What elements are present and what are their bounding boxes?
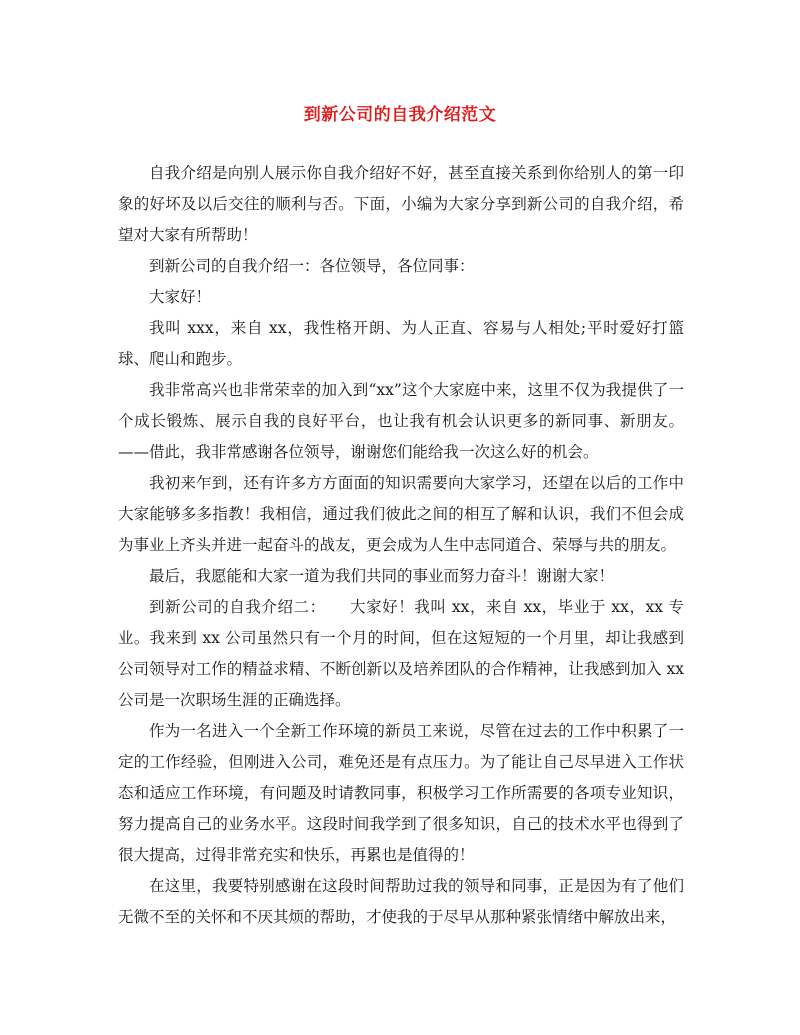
paragraph-thanks: 在这里，我要特别感谢在这段时间帮助过我的领导和同事，正是因为有了他们无微不至的关怀和不厌其烦的帮助，才使我的于尽早从那种紧张情绪中解放出来， [118, 877, 684, 926]
document-title: 到新公司的自我介绍范文 [303, 105, 497, 125]
paragraph-self: 我叫 xxx，来自 xx，我性格开朗、为人正直、容易与人相处;平时爱好打篮球、爬山和跑步。 [118, 319, 684, 368]
paragraph-intro: 自我介绍是向别人展示你自我介绍好不好，甚至直接关系到你给别人的第一印象的好坏及以后交往的顺利与否。下面，小编为大家分享到新公司的自我介绍，希望对大家有所帮助！ [118, 164, 684, 244]
document-body [118, 158, 684, 933]
paragraph-closing: 最后，我愿能和大家一道为我们共同的事业而努力奋斗！谢谢大家！ [149, 567, 615, 585]
paragraph-joining: 我非常高兴也非常荣幸的加入到“xx”这个大家庭中来，这里不仅为我提供了一个成长锻炼、展示自我的良好平台，也让我有机会认识更多的新同事、新朋友。——借此，我非常感谢各位领导，谢谢您们能给我一次这么好的机会。 [118, 381, 684, 461]
paragraph-greeting-heading: 到新公司的自我介绍一：各位领导，各位同事： [149, 257, 475, 275]
paragraph-hello: 大家好！ [149, 288, 212, 306]
paragraph-new-employee: 作为一名进入一个全新工作环境的新员工来说，尽管在过去的工作中积累了一定的工作经验，但刚进入公司，难免还是有点压力。为了能让自己尽早进入工作状态和适应工作环境，有问题及时请教同事，积极学习工作所需要的各项专业知识，努力提高自己的业务水平。这段时间我学到了很多知识，自己的技术水平也得到了很大提高，过得非常充实和快乐，再累也是值得的！ [118, 722, 684, 864]
paragraph-intro-two: 到新公司的自我介绍二： 大家好！我叫 xx，来自 xx，毕业于 xx，xx 专业。我来到 xx 公司虽然只有一个月的时间，但在这短短的一个月里，却让我感到公司领导对工作的精益求精、不断创新以及培养团队的合作精神，让我感到加入 xx 公司是一次职场生涯的正确选择。 [118, 598, 684, 709]
paragraph-learning: 我初来乍到，还有许多方方面面的知识需要向大家学习，还望在以后的工作中大家能够多多指教！我相信，通过我们彼此之间的相互了解和认识，我们不但会成为事业上齐头并进一起奋斗的战友，更会成为人生中志同道合、荣辱与共的朋友。 [118, 474, 684, 554]
